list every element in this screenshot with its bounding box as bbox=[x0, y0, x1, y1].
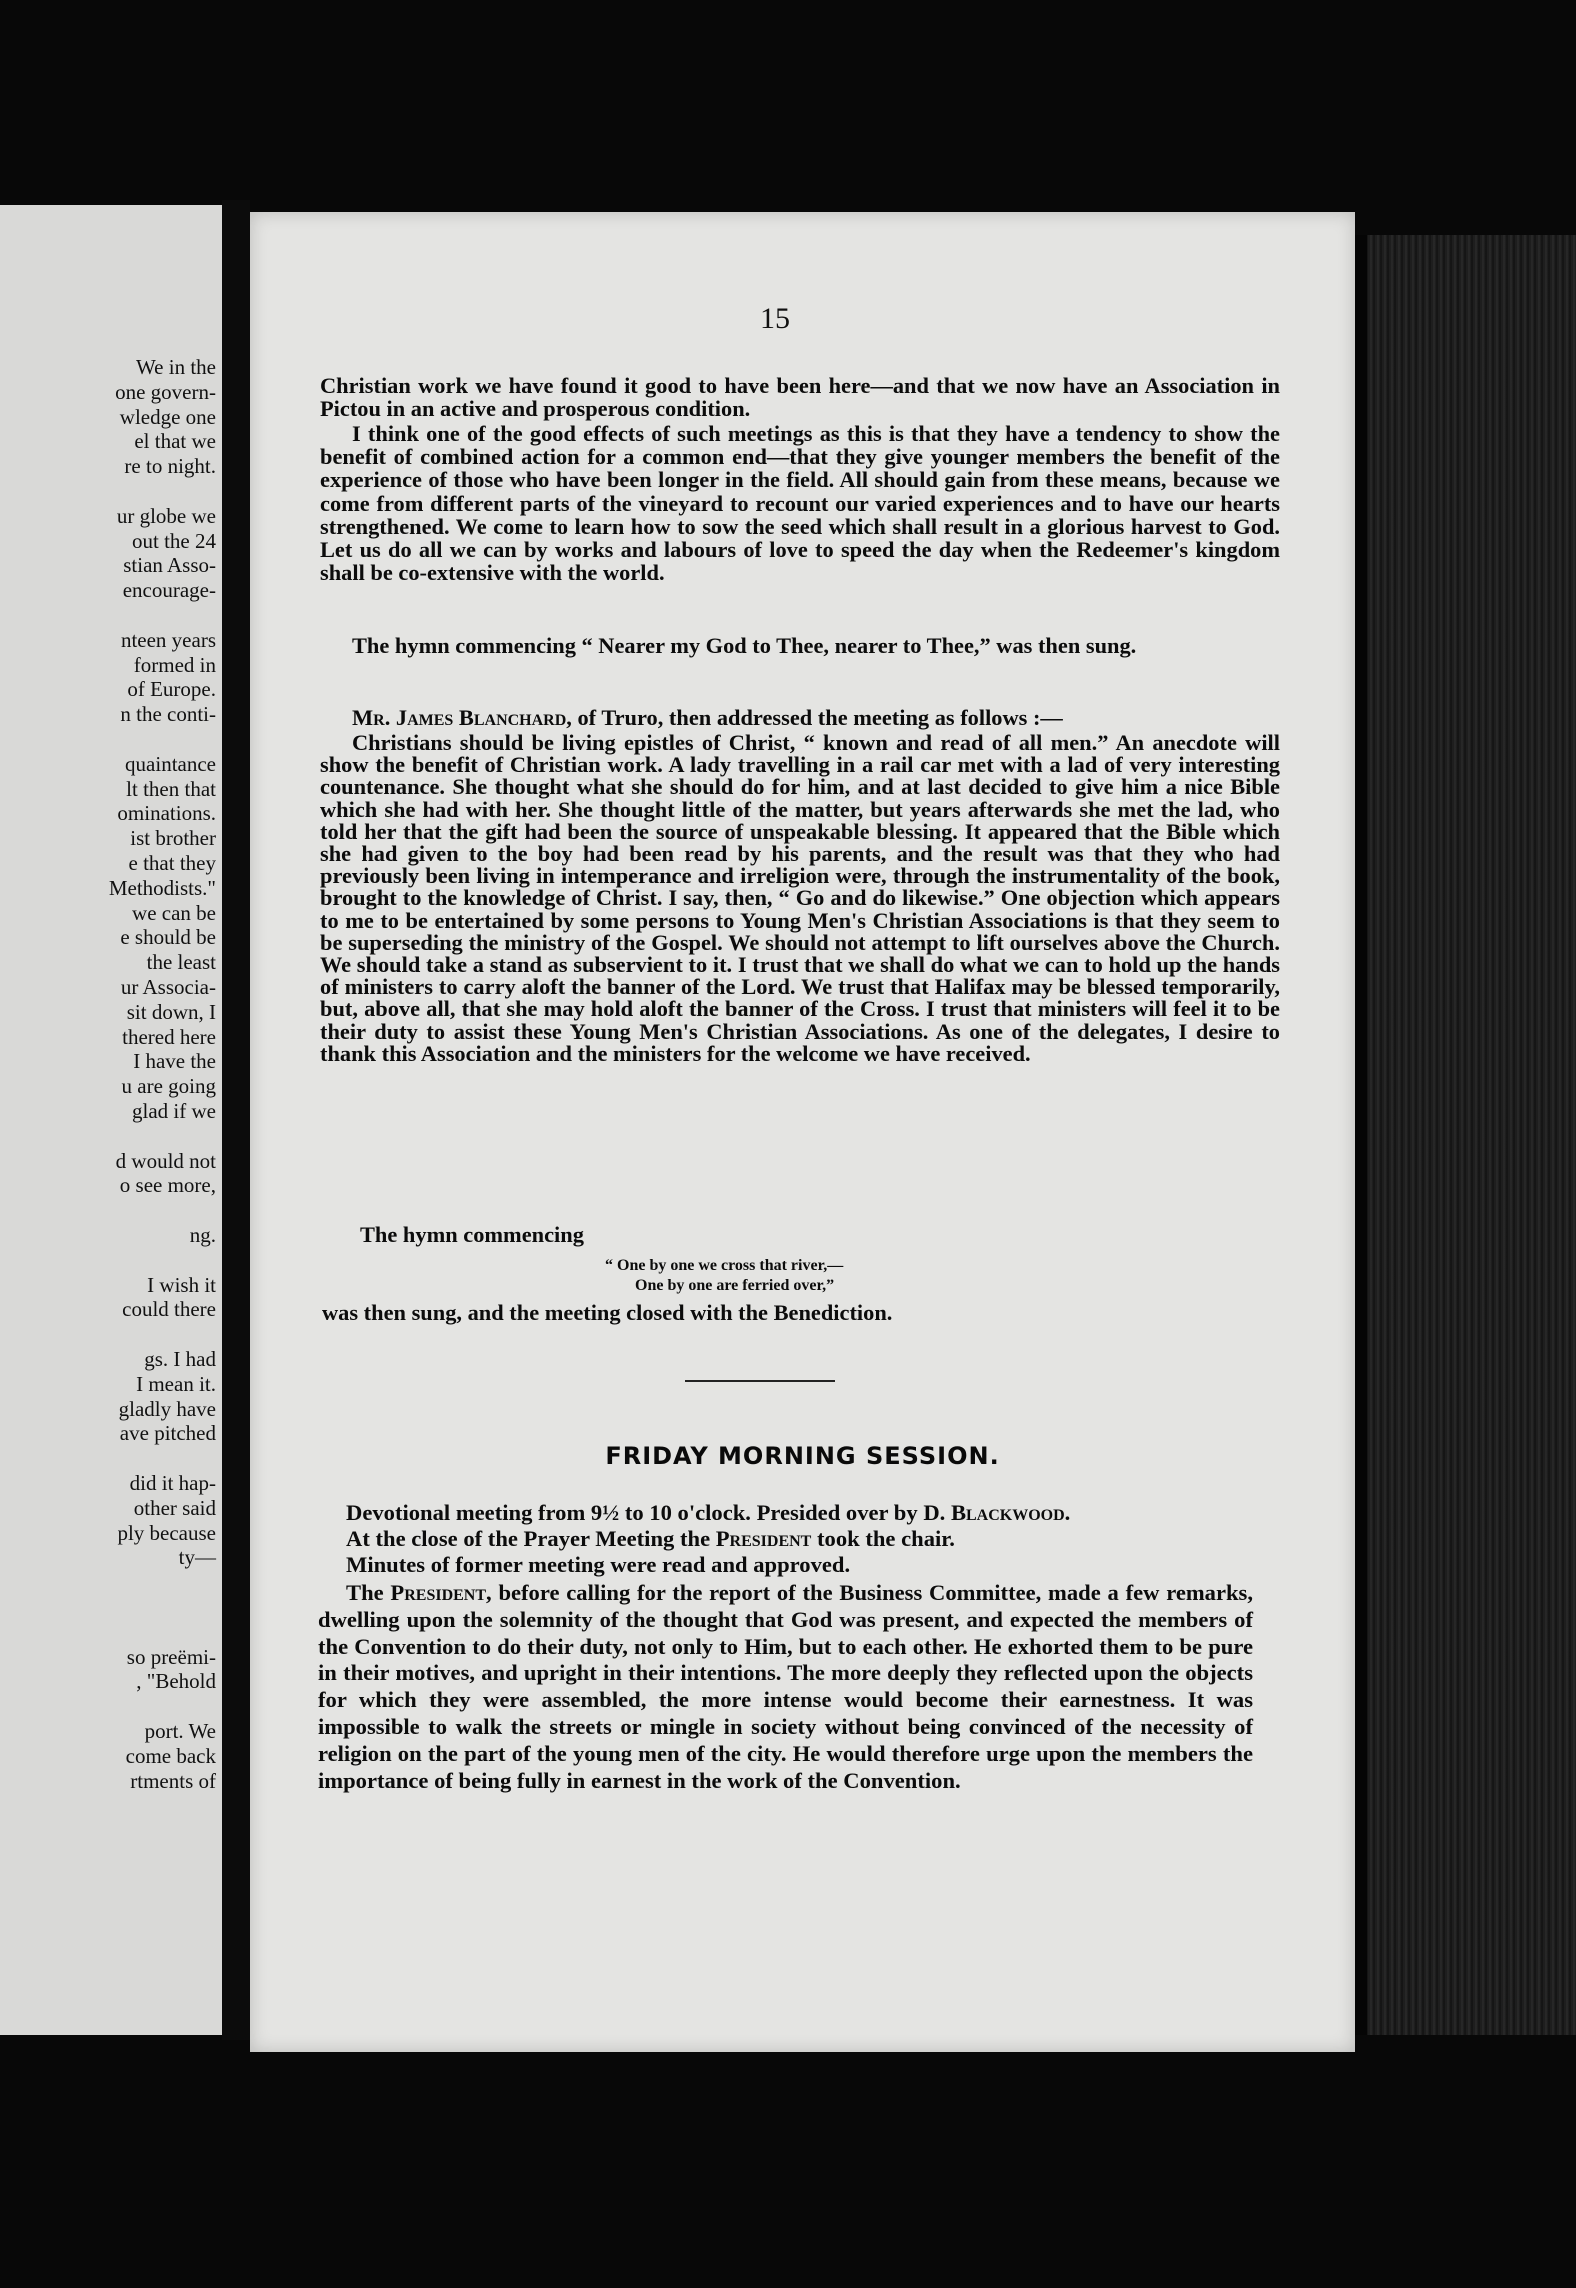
presider-name: Blackwood. bbox=[950, 1500, 1071, 1525]
prayer-text-c: took the chair. bbox=[811, 1526, 955, 1551]
previous-page-line: wledge one bbox=[119, 404, 216, 429]
previous-page-line: nteen years bbox=[120, 627, 216, 652]
previous-page-line: u are going bbox=[121, 1074, 216, 1099]
president-label: President bbox=[715, 1526, 812, 1551]
previous-page-line: stian Asso- bbox=[123, 553, 216, 578]
previous-page-fragment bbox=[0, 205, 225, 2035]
section-divider bbox=[685, 1380, 835, 1382]
previous-page-line: , "Behold bbox=[136, 1669, 216, 1694]
previous-page-line: gs. I had bbox=[144, 1347, 216, 1371]
paragraph-president-remarks bbox=[318, 1580, 1253, 1794]
previous-page-line: e should be bbox=[120, 925, 216, 950]
previous-page-line: sit down, I bbox=[126, 999, 216, 1024]
previous-page-line: thered here bbox=[122, 1024, 216, 1049]
previous-page-line: could there bbox=[122, 1297, 216, 1322]
previous-page-line: ur globe we bbox=[116, 503, 216, 528]
book-gutter bbox=[222, 200, 250, 2040]
previous-page-line: Methodists." bbox=[108, 875, 216, 900]
previous-page-line: out the 24 bbox=[132, 528, 216, 553]
previous-page-line: formed in bbox=[133, 652, 216, 677]
previous-page-line: glad if we bbox=[132, 1099, 216, 1123]
previous-page-line: lt then that bbox=[126, 776, 216, 801]
speaker-name: Mr. James Blanchard, bbox=[352, 705, 572, 730]
previous-page-line: ur Associa- bbox=[120, 975, 216, 999]
prayer-meeting-line bbox=[318, 1526, 1253, 1553]
previous-page-line: ominations. bbox=[117, 801, 216, 826]
previous-page-line: so preëmi- bbox=[126, 1644, 216, 1669]
remarks-text-c: before calling for the report of the Business Committee, made a few remarks, dwelling upon the solemnity of the thought that God was present, and expected the members of the Convention to do their duty, not only to Him, but to each other. He exhorted them to be pure in their motives, and upright in their intentions. The more deeply they reflected upon the objects for which they were assembled, the more intense would become their earnestness. It was impossible to walk the streets or mingle in society without being convinced of the necessity of religion on the part of the young men of the city. He would therefore urge upon the members the importance of being fully in earnest in the work of the Convention. bbox=[318, 1580, 1253, 1793]
president-label-2: President, bbox=[390, 1580, 492, 1605]
previous-page-line: ply because bbox=[117, 1520, 216, 1545]
remarks-text-a: The bbox=[346, 1580, 391, 1605]
previous-page-line: quaintance bbox=[125, 751, 216, 776]
previous-page-line: re to night. bbox=[124, 454, 216, 479]
previous-page-line: d would not bbox=[115, 1148, 216, 1173]
book-page-edges bbox=[1355, 235, 1576, 2035]
poem-line-1: “ One by one we cross that river,— bbox=[605, 1257, 844, 1274]
section-heading: FRIDAY MORNING SESSION. bbox=[605, 1442, 1000, 1470]
previous-page-line: we can be bbox=[132, 900, 216, 925]
previous-page-line: gladly have bbox=[118, 1396, 216, 1421]
paragraph-blanchard-intro bbox=[320, 706, 1280, 729]
previous-page-line: I mean it. bbox=[136, 1371, 216, 1396]
paragraph-blanchard-address: Christians should be living epistles of Christ, “ known and read of all men.” An anecdote will show the benefit of Christian work. A lady travelling in a rail car met with a lad of very interesting countenance. She thought what she should do for him, and at last decided to give him a nice Bible which she had with her. She thought little of the matter, but years afterwards she met the lad, who told her that the gift had been the source of unspeakable blessing. It appeared that the Bible which she had given to the boy had been read by his parents, and the result was that they who had previously been living in intemperance and irreligion were, through the instrumentality of the book, brought to the knowledge of Christ. I say, then, “ Go and do likewise.” One objection which appears to me to be entertained by some persons to Young Men's Christian Associations is that they seem to be superseding the ministry of the Gospel. We should not attempt to lift ourselves above the Church. We should take a stand as subservient to it. I trust that we shall do what we can to hold up the hands of ministers to carry aloft the banner of the Lord. We trust that Halifax may be blessed temporarily, but, above all, that she may hold aloft the banner of the Cross. I trust that ministers will feel it to be their duty to assist these Young Men's Christian Associations. As one of the delegates, I desire to thank this Association and the ministers for the welcome we have received. bbox=[320, 730, 1280, 1066]
devotional-meeting-line bbox=[318, 1500, 1253, 1527]
previous-page-line: ng. bbox=[189, 1223, 216, 1247]
previous-page-line: encourage- bbox=[122, 578, 216, 603]
book-page bbox=[250, 212, 1355, 2052]
previous-page-line: one govern- bbox=[115, 379, 216, 404]
previous-page-line: other said bbox=[133, 1495, 216, 1520]
previous-page-line: e that they bbox=[128, 851, 216, 875]
previous-page-line: ave pitched bbox=[119, 1421, 216, 1446]
previous-page-line: port. We bbox=[144, 1719, 216, 1743]
book-page-edge-shadow bbox=[1355, 235, 1367, 2035]
meeting-closed-line: was then sung, and the meeting closed with the Benediction. bbox=[322, 1300, 893, 1325]
prayer-text-a: At the close of the Prayer Meeting the bbox=[346, 1526, 716, 1551]
page-number: 15 bbox=[760, 302, 790, 335]
previous-page-line: come back bbox=[125, 1743, 216, 1768]
paragraph-continuation: Christian work we have found it good to have been here—and that we now have an Association in Pictou in an active and prosperous condition. bbox=[320, 373, 1280, 422]
previous-page-line: ist brother bbox=[130, 826, 216, 851]
previous-page-line: n the conti- bbox=[120, 702, 216, 727]
previous-page-line: of Europe. bbox=[127, 677, 216, 702]
paragraph-hymn-nearer-my-god: The hymn commencing “ Nearer my God to Thee, nearer to Thee,” was then sung. bbox=[352, 633, 1137, 658]
previous-page-line: I wish it bbox=[147, 1272, 216, 1297]
paragraph-effects-of-meetings: I think one of the good effects of such meetings as this is that they have a tendency to show the benefit of combined action for a common end—that they give younger members the benefit of the experience of those who have been longer in the field. All should gain from these means, because we come from different parts of the vineyard to recount our varied experiences and to have our hearts strengthened. We come to learn how to sow the seed which shall result in a glorious harvest to God. Let us do all we can by works and labours of love to speed the day when the Redeemer's kingdom shall be co-extensive with the world. bbox=[320, 421, 1280, 586]
previous-page-line: o see more, bbox=[119, 1173, 216, 1198]
previous-page-line: We in the bbox=[136, 355, 216, 379]
hymn-commencing-line: The hymn commencing bbox=[360, 1222, 584, 1247]
minutes-line: Minutes of former meeting were read and approved. bbox=[346, 1552, 851, 1577]
previous-page-line: ty— bbox=[178, 1545, 216, 1570]
previous-page-line: did it hap- bbox=[129, 1471, 216, 1495]
speaker-intro-text: of Truro, then addressed the meeting as follows :— bbox=[571, 705, 1063, 730]
devotional-text: Devotional meeting from 9½ to 10 o'clock. Presided over by D. bbox=[346, 1500, 951, 1525]
poem-line-2: One by one are ferried over,” bbox=[635, 1277, 835, 1294]
previous-page-line: I have the bbox=[133, 1049, 216, 1074]
previous-page-line: el that we bbox=[134, 429, 216, 454]
previous-page-line: the least bbox=[146, 950, 216, 975]
previous-page-line: rtments of bbox=[130, 1768, 216, 1793]
